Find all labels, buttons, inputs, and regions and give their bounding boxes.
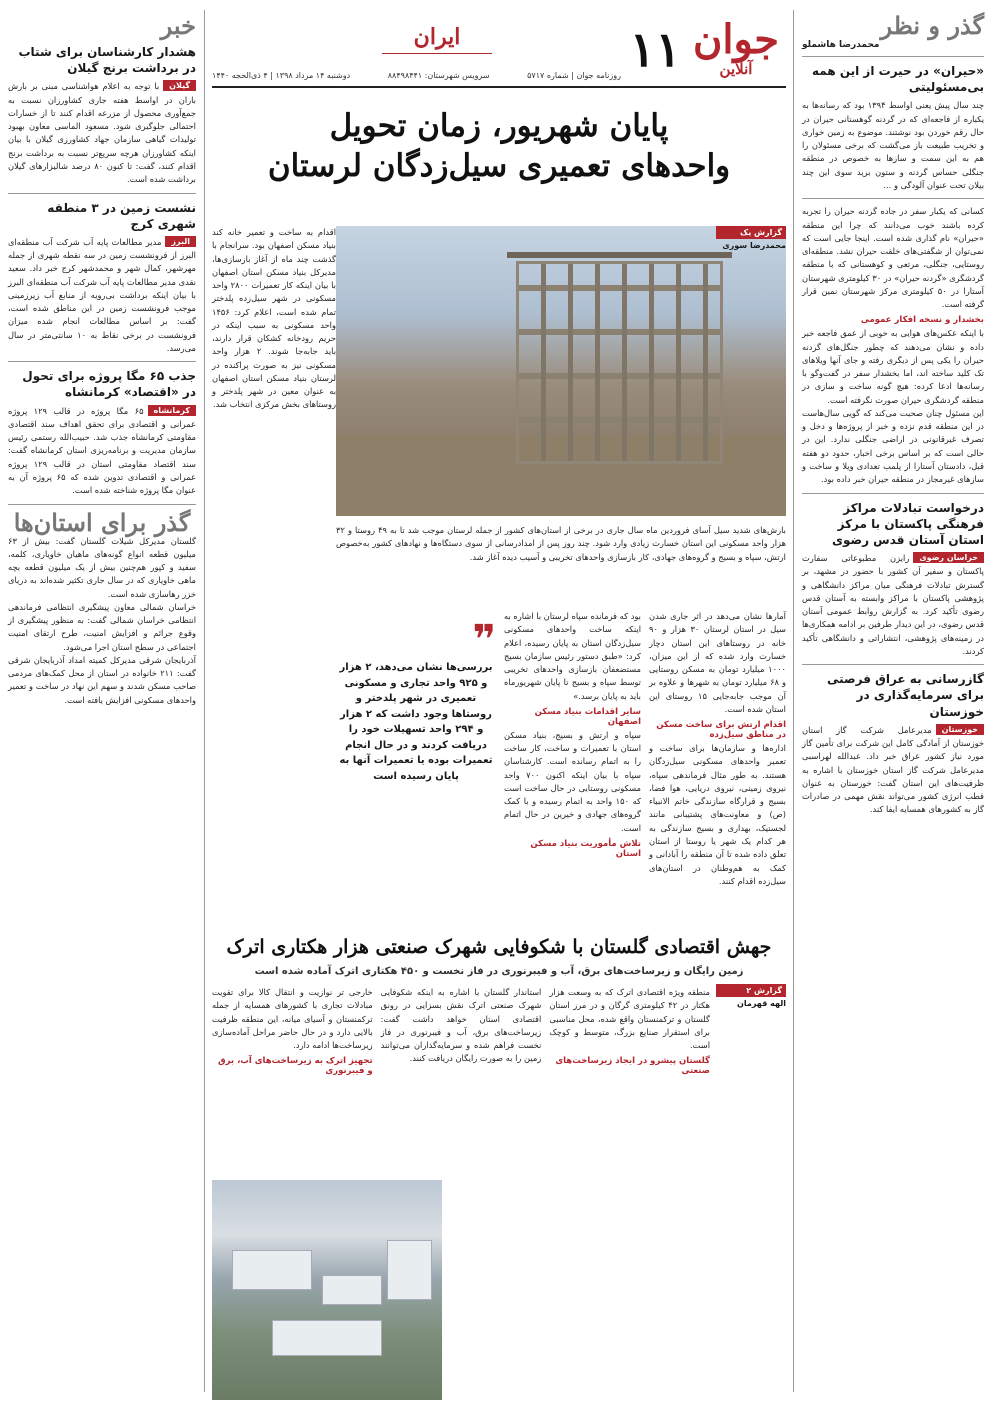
caption-text: بارش‌های شدید سیل آسای فروردین ماه سال جاری در برخی از استان‌های کشور از جمله لرستان موجب شد تا به ۴۹ روستا و ۳۲ هزار واحد مسکونی این استان خسارت زیادی وارد شود. چند روز پس از امدادرسانی از سوی دستگاه‌ها و نهادهای کشور به‌خصوص ارتش، سپاه و بسیج و گروه‌های جهادی، کار بازسازی واحدهای تخریبی و آسیب دیده آغاز شد.: [336, 525, 786, 562]
main-headline: [212, 106, 786, 187]
divider: [802, 198, 984, 199]
divider: [802, 664, 984, 665]
right-subhead: بخشدار و نسخه افکار عمومی: [860, 315, 984, 326]
main-column: [204, 0, 794, 1402]
article-subhead-2: اقدام ارتش برای ساخت مسکن در مناطق سیل‌زده: [656, 720, 786, 741]
report-tag-2: [716, 984, 786, 1008]
main-photo-building: [336, 226, 786, 516]
article-columns: [504, 610, 786, 888]
left-paragraph-5: خراسان شمالی معاون پیشگیری انتظامی فرماندهی انتظامی خراسان شمالی گفت: به منظور پیشگیری از وقوع جرائم و افزایش امنیت، طرح ارتقای امنیت اجتماعی در سطح استان اجرا می‌شود.: [8, 601, 196, 652]
bottom-text-2: استاندار گلستان با اشاره به اینکه شکوفایی شهرک صنعتی اترک نقش بسزایی در رونق اقتصادی استان خواهد داشت گفت: زیرساخت‌های برق، آب و فیبرنوری در فاز نخست فراهم شده و سرمایه‌گذاران می‌توانند زمین را به صورت رایگان دریافت کنند.: [380, 987, 542, 1064]
second-headline: جهش اقتصادی گلستان با شکوفایی شهرک صنعتی هزار هکتاری اترک: [226, 936, 772, 958]
date-line: [212, 71, 621, 80]
brand-tag: آنلاین: [719, 60, 753, 78]
second-subheadline: زمین رایگان و زیرساخت‌های برق، آب و فیبرنوری در فاز نخست و ۴۵۰ هکتاری اترک آماده شده است: [254, 966, 744, 977]
report-author: محمدرضا سوری: [722, 241, 786, 250]
article-col-d: سپاه و ارتش و بسیج، بنیاد مسکن استان با تعمیرات و ساخت، کار ساخت را به اتمام رسانده است. کارشناسان سپاه با بیان اینکه اکنون ۷۰۰ واحد مسکونی روستایی در حال ساخت است که ۱۵۰ واحد به اتمام رسیده و با کمک گروه‌های جهادی و خیرین در حال اتمام است.: [504, 729, 641, 833]
right-paragraph-1: چند سال پیش یعنی اواسط ۱۳۹۴ بود که رسانه‌ها به یکباره از فاجعه‌ای که در گردنه گوهستانی حیران در حال رقم خوردن بود نوشتند. موضوع به زمین خواری و تخریب طبیعت باز می‌گشت که برخی مسئولان را هم به این سمت و سازها به خصوص در منطقه جنگلی حساس گردنه و ستون برید سوی این چند بیلان تحت عنوان آلودگی و ...: [802, 100, 984, 190]
left-tag-3: کرمانشاه: [148, 405, 196, 416]
bottom-text-3: خارجی تر نوازیت و انتقال کالا برای تقویت مبادلات تجاری با کشورهای همسایه از جمله ترکمنستان و آسیای میانه، این منطقه ظرفیت بالایی دارد و در حال حاضر مراحل آماده‌سازی زیرساخت‌ها ادامه دارد.: [211, 987, 373, 1051]
left-section-title-2: گذر برای استان‌ها: [13, 507, 191, 537]
divider: [802, 56, 984, 57]
divider: [8, 504, 196, 505]
photo-roof: [322, 1275, 382, 1305]
left-paragraph-3: ۶۵ مگا پروژه در قالب ۱۲۹ پروژه عمرانی و اقتصادی برای تحقق اهداف سند اقتصادی مقاومتی کرمانشاه جذب شد. حبیب‌الله رستمی رئیس سازمان مدیریت و برنامه‌ریزی استان کرمانشاه گفت: سند اقتصاد مقاومتی استان در قالب ۱۲۹ پروژه عمرانی و اقتصادی تدوین شده که ۶۵ پروژه آن به عنوان مگا پروژه شناخته شده است.: [8, 405, 196, 496]
article-subhead-3: تلاش مأموریت بنیاد مسکن استان: [530, 838, 641, 859]
article-subhead-1: سایر اقدامات بنیاد مسکن اصفهان: [534, 706, 641, 727]
right-headline-3: گازرسانی به عراق فرصتی برای سرمایه‌گذاری در خوزستان: [826, 672, 984, 719]
left-headline-3: جذب ۶۵ مگا پروژه برای تحول در «اقتصاد» کرمانشاه: [22, 369, 196, 400]
quote-mark-icon: ❞: [472, 617, 496, 663]
left-tag-1: گیلان: [163, 80, 196, 91]
section-logo: ایران: [382, 24, 492, 54]
brand-name: جوان: [693, 16, 779, 63]
masthead: [212, 0, 786, 88]
article-col-c: اداره‌ها و سازمان‌ها برای ساخت و تعمیر واحدهای مسکونی سیل‌زدگان هستند. به طور مثال فرماندهی سپاه، نیروی زمینی، نیروی دریایی، هوا فضا، بسیج و قرارگاه سازندگی خاتم الانبیاء (ص) و معاونت‌های پشتیبانی مانند لجستیک، بهداری و بسیج سازندگی به هر کدام یک شهر یا روستا از استان تعلق داده شده تا آن منطقه را آبادانی و کمک به هم‌وطنان در استان‌های سیل‌زده اقدام کنند.: [649, 743, 786, 886]
photo-roof: [507, 252, 732, 258]
report2-author: الهه قهرمان: [737, 999, 786, 1008]
lead-text: اقدام به ساخت و تعمیر خانه کند بنیاد مسکن اصفهان بود. سرانجام با گذشت چند ماه از آغاز بازسازی‌ها، مدیرکل بنیاد مسکن استان اصفهان با بیان اینکه کار تعمیرات ۲۸۰۰ واحد مسکونی در شهر سیل‌زده پلدختر تمام شده است، اعلام کرد: ۱۴۵۶ واحد مسکونی به سبب اینکه در حریم رودخانه کشکان قرار دارند، باید جابه‌جا شوند. ۲ هزار واحد مسکونی نیز به صورت پراکنده در لرستان بنیاد مسکن استان اصفهان به عنوان معین در شهر پلدختر و روستاهای بخش مرکزی انتخاب شد.: [212, 227, 336, 410]
right-paragraph-3: با اینکه عکس‌های هوایی به خوبی از عمق فاجعه خبر داده و نشان می‌دهند که چطور جنگل‌های گردنه حیران را یکی پس از دیگری رفته و جای آنها ویلاهای تک کلید ساخته اند، اما بخشدار سفر در گفت‌وگو با رسانه‌ها ادعا کرده: هیچ گونه ساخت و سازی در منطقه گردشگری حیران صورت نگرفته است.: [802, 328, 984, 405]
headline-line-2: واحدهای تعمیری سیل‌زدگان لرستان: [267, 148, 731, 185]
quote-text: بررسی‌ها نشان می‌دهد، ۲ هزار و ۹۲۵ واحد تجاری و مسکونی تعمیری در شهر پلدختر و روستاها وجود داشت که ۲ هزار و ۲۹۴ واحد تسهیلات خود را دریافت کردند و در حال انجام تعمیرات بوده یا تعمیرات آنها به پایان رسیده است: [339, 662, 493, 782]
left-headline-1: هشدار کارشناسان برای شتاب در برداشت برنج گیلان: [18, 45, 196, 76]
photo-roof: [387, 1240, 432, 1300]
right-paragraph-5: رایزن مطبوعاتی سفارت پاکستان و سفیر آن کشور با حضور در مشهد، بر گسترش تبادلات فرهنگی میان مراکز دانشگاهی و پژوهشی پاکستان با مراکز وابسته به آستان قدس رضوی تأکید کرد. به گزارش روابط عمومی آستان قدس رضوی، در این دیدار طرفین بر ادامه همکاری‌ها در زمینه‌های پژوهشی، انتشاراتی و دانشگاهی تأکید کردند.: [802, 553, 984, 656]
date: دوشنبه ۱۴ مرداد ۱۳۹۸ | ۴ ذی‌الحجه ۱۴۴۰: [212, 71, 351, 80]
industrial-park-photo: [212, 1180, 442, 1400]
phone-info: سرویس شهرستان: ۸۸۴۹۸۴۴۱: [387, 71, 490, 80]
photo-roof: [272, 1320, 382, 1356]
left-column: [0, 0, 204, 1402]
left-paragraph-4: گلستان مدیرکل شیلات گلستان گفت: بیش از ۶۳ میلیون قطعه انواع گونه‌های ماهیان خاویاری، کلمه، سفید و کپور هم‌چنین بیش از یک میلیون قطعه بچه ماهی خاویاری که در سال جاری تکثیر شده‌اند به دریای خزر رهاسازی شده است.: [8, 535, 196, 599]
caption-row: [336, 524, 786, 564]
bottom-subhead-1: گلستان پیشرو در ایجاد زیرساخت‌های صنعتی: [555, 1056, 710, 1077]
page-number: ۱۱: [629, 22, 681, 78]
left-paragraph-6: آذربایجان شرقی مدیرکل کمیته امداد آذربایجان شرقی گفت: ۲۱۱ خانواده در استان از محل کمک‌های مردمی صاحب مسکن شدند و سهم این نهاد در ساخت و تعمیر واحدهای مسکونی افزایش یافته است.: [8, 654, 197, 705]
right-headline-1: «حیران» در حیرت از این همه بی‌مسئولیتی: [812, 64, 984, 95]
divider: [8, 361, 196, 362]
left-paragraph-1: با توجه به اعلام هواشناسی مبنی بر بارش باران در اواسط هفته جاری کشاورزان نسبت به جمع‌آوری محصول از مزرعه اقدام کنند تا از خسارات احتمالی جلوگیری شود. مسعود الماسی معاون بهبود تولیدات گیاهی سازمان جهاد کشاورزی گیلان با بیان اینکه کشاورزان هرچه سریع‌تر نسبت به برداشت برنج اقدام کنند، گفت: تا کنون ۸۰ درصد شالیزارهای گیلان برداشت شده است.: [8, 81, 196, 185]
bottom-text-1: منطقه ویژه اقتصادی اترک که به وسعت هزار هکتار در ۴۲ کیلومتری گرگان و در مرز استان گلستان و ترکمنستان واقع شده، محل مناسبی برای استقرار صنایع بزرگ، متوسط و کوچک است.: [549, 987, 710, 1051]
photo-roof: [232, 1250, 312, 1290]
divider: [8, 193, 196, 194]
left-section-title: خبر: [160, 11, 196, 40]
right-section-title: گذر و نظر: [880, 11, 984, 40]
article-col-a: آمارها نشان می‌دهد در اثر جاری شدن سیل در استان لرستان ۳۰ هزار و ۹۰ خانه در روستاهای این استان دچار خسارت وارد شده که از این میزان، ۱۰۰۰ میلیارد تومان به مسکن روستایی و ۶۸ میلیارد تومان به شهرها و علاوه بر آن موجب جابه‌جایی ۱۵ روستای این استان شده است.: [649, 611, 787, 714]
photo-building-frame: [516, 261, 723, 464]
left-headline-2: نشست زمین در ۳ منطقه شهری کرج: [47, 200, 196, 231]
divider: [802, 493, 984, 494]
right-tag-3: خوزستان: [936, 724, 984, 735]
right-paragraph-2: کسانی که یکبار سفر در جاده گردنه حیران را تجربه کرده باشند خوب می‌دانند که چرا این منطقه «حیران» نام گذاری شده است. اینجا جایی است که نمی‌توان از شگفتی‌های خلقت حیران نشد. منطقه‌ای روستایی، جنگلی، مرتعی و کوهستانی که با منطقه گردشگری «گردنه حیران» در ۳۰ کیلومتری شهرستان آستارا در ۵۰ کیلومتری مرکز شهرستان نمین قرار گرفته است.: [802, 206, 984, 310]
brand-logo: [686, 16, 786, 82]
left-tag-2: البرز: [165, 236, 196, 247]
right-tag-2: خراسان رضوی: [913, 552, 984, 563]
headline-line-1: پایان شهریور، زمان تحویل: [329, 108, 669, 144]
right-column: [794, 0, 990, 1402]
right-headline-2: درخواست تبادلات مراکز فرهنگی پاکستان با مرکز استان آستان قدس رضوی: [831, 500, 984, 547]
report2-label: گزارش ۲: [716, 984, 786, 997]
bottom-subhead-2: تجهیز اترک به زیرساخت‌های آب، برق و فیبرنوری: [218, 1056, 373, 1077]
report-label: گزارش یک: [716, 226, 786, 239]
bottom-article-columns: [212, 986, 710, 1078]
lead-column: [212, 226, 336, 412]
right-byline: محمدرضا هاشملو: [802, 40, 880, 50]
right-paragraph-4: این مسئول چنان صحبت می‌کند که گویی سال‌هاست در این منطقه قدم نزده و خبر از پروژه‌ها و دخل و تصرف غیرقانونی در اراضی جنگلی ندارد. این در حالی است که بر اساس برخی اخبار، حدود دو هفته قبل، دادستان آستارا از پلمب تعدادی ویلا و ساخت و سازهای غیرمجاز در منطقه حیران خبر داده بود.: [802, 407, 984, 485]
right-paragraph-6: مدیرعامل شرکت گاز استان خوزستان از آمادگی کامل این شرکت برای تأمین گاز مورد نیاز کشور عراق خبر داد. عبدالله لهراسبی مدیرعامل شرکت گاز استان خوزستان با اشاره به ظرفیت‌های این استان گفت: خوزستان به عنوان قطب انرژی کشور می‌تواند نقش مهمی در صادرات گاز به کشورهای همسایه ایفا کند.: [802, 724, 984, 815]
left-paragraph-2: مدیر مطالعات پایه آب شرکت آب منطقه‌ای البرز از فرونشست زمین در سه نقطه شهری از جمله مهرشهر، کمال شهر و محمدشهر کرج خبر داد. سعید نقدی مدیر مطالعات پایه آب شرکت آب منطقه‌ای البرز با بیان اینکه برداشت بی‌رویه از منابع آب زیرزمینی موجب فرونشست زمین در این مناطق شده است، گفت: بر اساس مطالعات انجام شده میزان فرونشست در برخی نقاط به ۱۰ سانتی‌متر در سال می‌رسد.: [8, 236, 196, 353]
article-col-b: بود که فرمانده سپاه لرستان با اشاره به اینکه ساخت واحدهای مسکونی سیل‌زدگان استان به پایان رسیده، اعلام کرد: «طبق دستور رئیس سازمان بسیج مستضعفان بازسازی واحدهای تخریبی توسط سپاه و بسیج تا پایان شهریورماه باید به پایان برسد.»: [504, 611, 641, 701]
report-tag: [716, 226, 786, 250]
pull-quote: [336, 617, 496, 784]
issue-info: روزنامه جوان | شماره ۵۷۱۷: [527, 71, 621, 80]
